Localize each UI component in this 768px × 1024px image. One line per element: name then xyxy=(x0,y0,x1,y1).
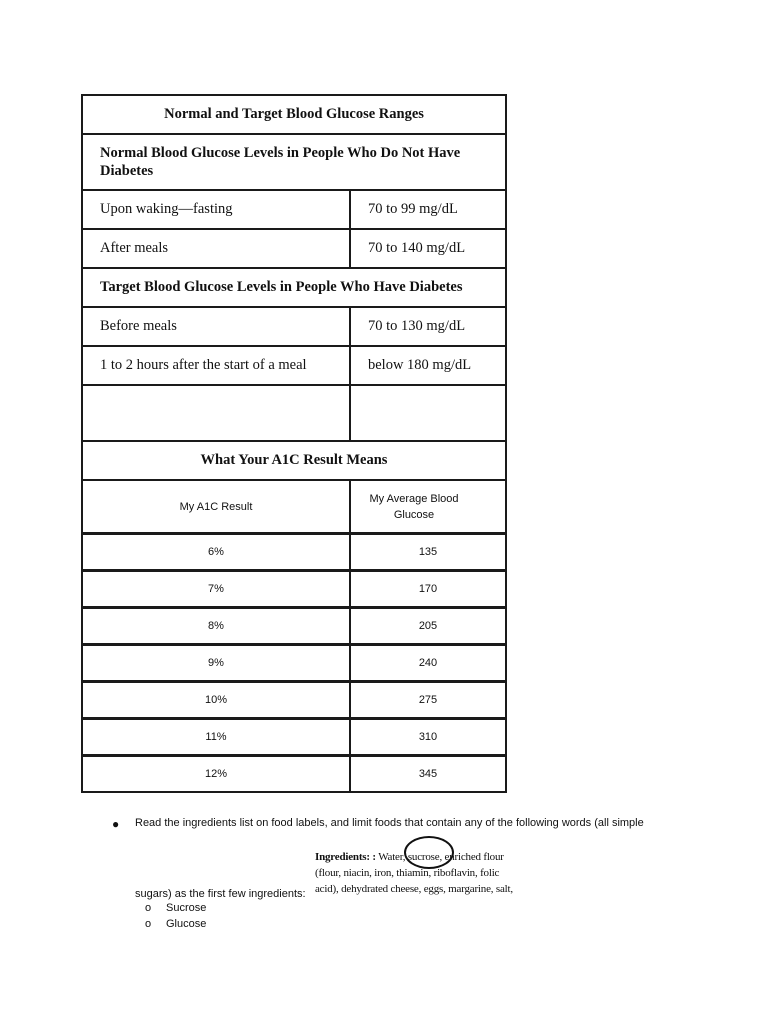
a1c-result-cell: 6% xyxy=(82,534,350,571)
a1c-result-cell: 10% xyxy=(82,682,350,719)
ingredients-heading: Ingredients: : xyxy=(315,851,376,863)
sub-item: Sucrose xyxy=(166,902,207,914)
row-label: 1 to 2 hours after the start of a meal xyxy=(82,346,350,385)
ingredients-text-1: Water, sucrose, enriched flour xyxy=(375,851,504,863)
row-label: Before meals xyxy=(82,307,350,346)
a1c-result-cell: 12% xyxy=(82,756,350,793)
a1c-result-cell: 9% xyxy=(82,645,350,682)
bullet-text-line2: sugars) as the first few ingredients: xyxy=(135,888,306,900)
sub-item: Glucose xyxy=(166,918,207,930)
table-title: Normal and Target Blood Glucose Ranges xyxy=(82,95,506,134)
average-glucose-cell: 275 xyxy=(350,682,506,719)
sub-bullet-icon: o xyxy=(145,902,152,914)
row-value: below 180 mg/dL xyxy=(350,346,506,385)
a1c-result-cell: 8% xyxy=(82,608,350,645)
sub-bullet-icon: o xyxy=(145,918,152,930)
average-glucose-cell: 170 xyxy=(350,571,506,608)
circle-highlight-icon xyxy=(404,836,454,869)
average-glucose-cell: 345 xyxy=(350,756,506,793)
target-levels-heading: Target Blood Glucose Levels in People Who Have Diabetes xyxy=(82,268,506,307)
average-glucose-cell: 205 xyxy=(350,608,506,645)
a1c-result-cell: 7% xyxy=(82,571,350,608)
row-value: 70 to 140 mg/dL xyxy=(350,229,506,268)
bullet-icon: ● xyxy=(112,817,120,831)
ingredients-line3: acid), dehydrated cheese, eggs, margarine, salt, xyxy=(315,883,513,895)
row-label: After meals xyxy=(82,229,350,268)
row-label: Upon waking—fasting xyxy=(82,190,350,229)
row-value: 70 to 99 mg/dL xyxy=(350,190,506,229)
ingredients-line2: (flour, niacin, iron, thiamin, riboflavin, folic xyxy=(315,867,500,879)
a1c-result-cell: 11% xyxy=(82,719,350,756)
normal-levels-heading: Normal Blood Glucose Levels in People Who Do Not Have Diabetes xyxy=(82,134,506,190)
average-glucose-cell: 310 xyxy=(350,719,506,756)
average-glucose-cell: 240 xyxy=(350,645,506,682)
a1c-title: What Your A1C Result Means xyxy=(82,441,506,480)
average-glucose-cell: 135 xyxy=(350,534,506,571)
bullet-text-line1: Read the ingredients list on food labels, and limit foods that contain any of the following words (all simple xyxy=(135,817,644,829)
a1c-result-header: My A1C Result xyxy=(82,480,350,534)
row-value: 70 to 130 mg/dL xyxy=(350,307,506,346)
average-glucose-header: My Average Blood Glucose xyxy=(350,480,506,534)
